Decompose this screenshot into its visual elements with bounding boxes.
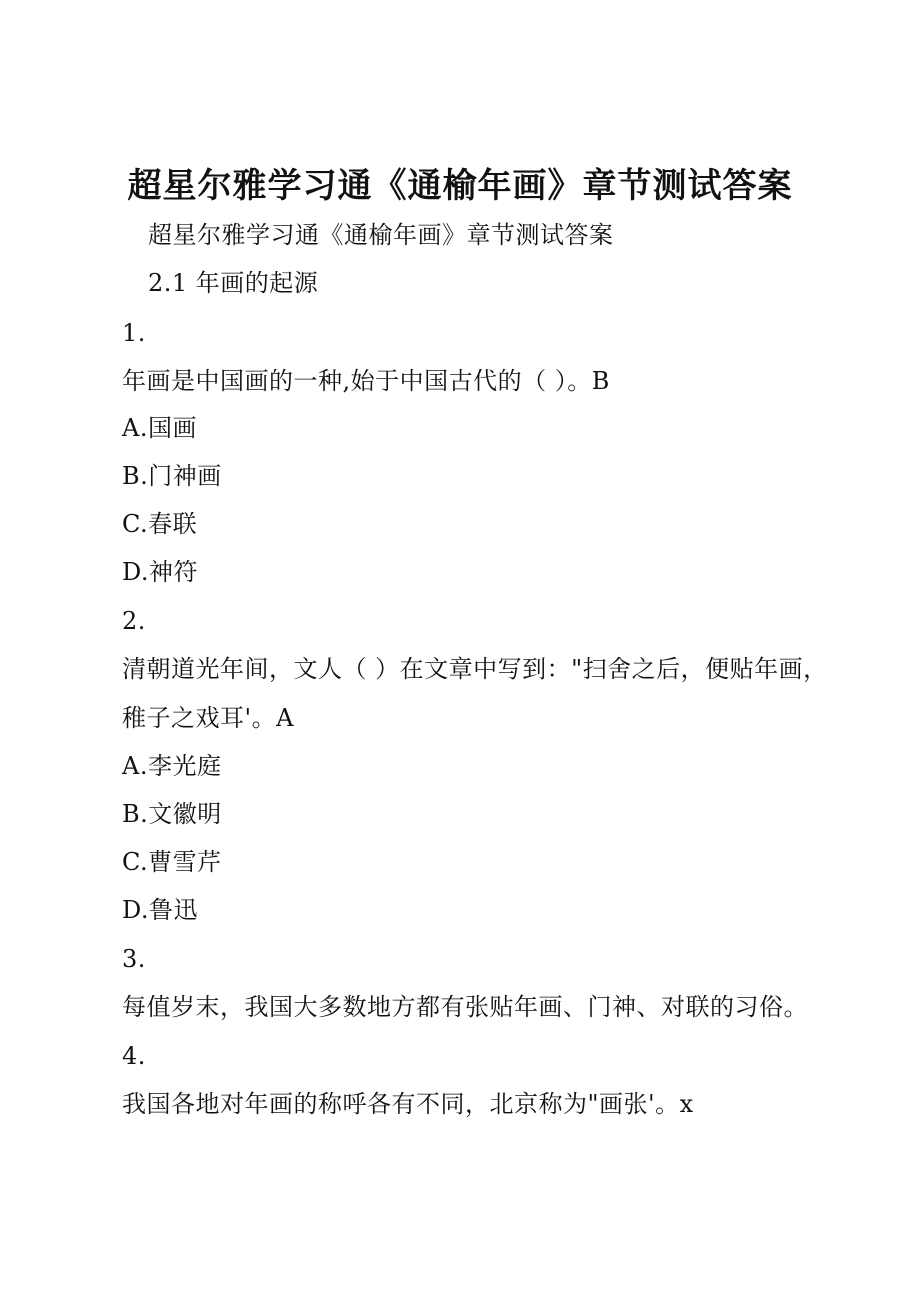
question-2-option-d: D.鲁迅 [122, 896, 199, 924]
question-1-option-d: D.神符 [122, 558, 199, 586]
document-title: 超星尔雅学习通《通榆年画》章节测试答案 [127, 166, 793, 206]
question-2-option-a: A.李光庭 [122, 752, 222, 780]
question-2-number: 2. [122, 607, 146, 635]
question-4-number: 4. [122, 1042, 146, 1070]
question-2-option-c: C.曹雪芹 [122, 848, 222, 876]
question-1-option-c: C.春联 [122, 510, 198, 538]
section-heading: 2.1 年画的起源 [148, 269, 319, 297]
document-subtitle: 超星尔雅学习通《通榆年画》章节测试答案 [148, 221, 614, 249]
question-3-text: 每值岁末，我国大多数地方都有张贴年画、门神、对联的习俗。 [122, 993, 808, 1021]
question-1-number: 1. [122, 319, 146, 347]
question-1-text: 年画是中国画的一种,始于中国古代的（ ）。B [122, 367, 610, 395]
question-1-option-b: B.门神画 [122, 462, 222, 490]
question-1-option-a: A.国画 [122, 414, 197, 442]
question-2-option-b: B.文徽明 [122, 800, 222, 828]
question-2-text-line-1: 清朝道光年间，文人（ ）在文章中写到："扫舍之后，便贴年画， [122, 655, 828, 683]
question-2-text-line-2: 稚子之戏耳'。A [122, 704, 294, 732]
question-3-number: 3. [122, 945, 146, 973]
question-4-text: 我国各地对年画的称呼各有不同，北京称为"画张'。x [122, 1090, 694, 1118]
